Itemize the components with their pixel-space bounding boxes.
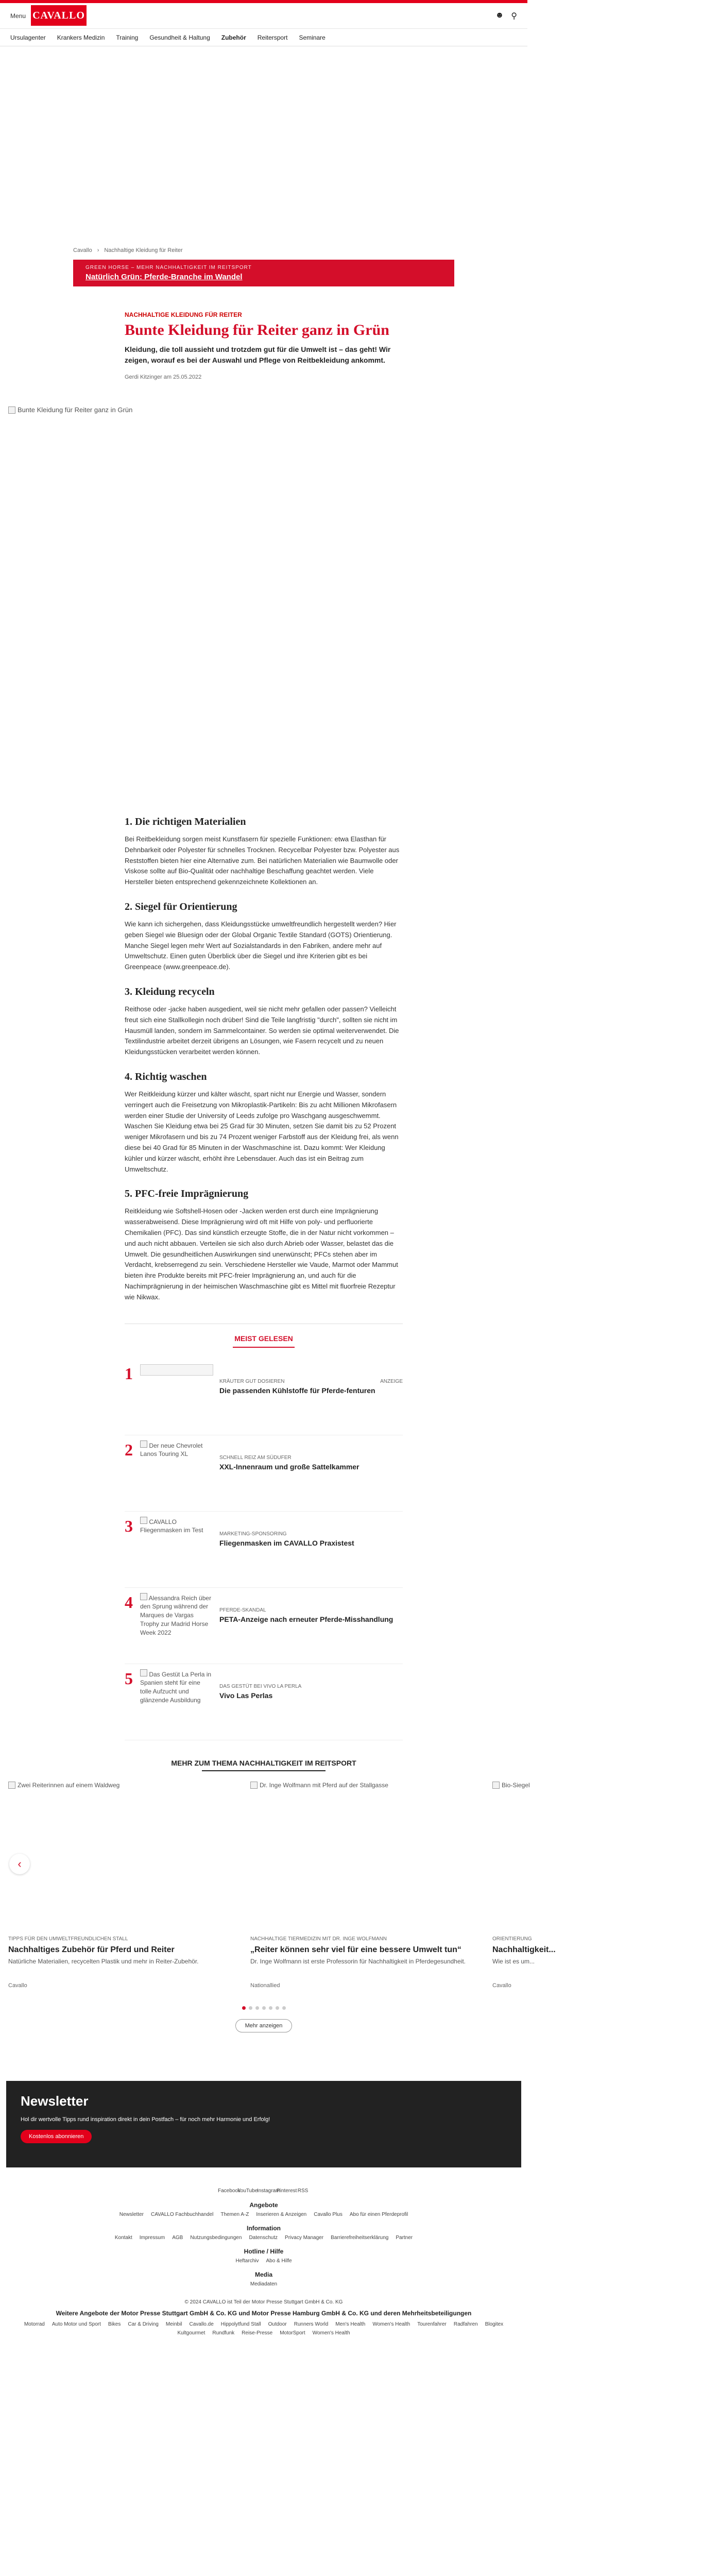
broken-image-icon bbox=[250, 1782, 258, 1789]
footer-link[interactable]: AGB bbox=[172, 2234, 183, 2241]
network-link[interactable]: Cavallo.de bbox=[189, 2321, 214, 2328]
item-title[interactable]: Vivo Las Perlas bbox=[219, 1691, 273, 1700]
carousel-dot[interactable] bbox=[276, 2006, 279, 2010]
item-kicker: MARKETING-SPONSORING bbox=[219, 1531, 287, 1537]
network-link[interactable]: Motorrad bbox=[24, 2321, 45, 2328]
footer-link[interactable]: Partner bbox=[396, 2234, 413, 2241]
carousel-dot[interactable] bbox=[269, 2006, 272, 2010]
subscribe-button[interactable]: Kostenlos abonnieren bbox=[21, 2130, 92, 2143]
footer-link[interactable]: Themen A-Z bbox=[220, 2211, 249, 2217]
hero-alt: Bunte Kleidung für Reiter ganz in Grün bbox=[18, 406, 133, 414]
carousel-dot[interactable] bbox=[255, 2006, 259, 2010]
thumbnail bbox=[140, 1364, 213, 1376]
newsletter-box bbox=[6, 2081, 521, 2167]
section-heading: 2. Siegel für Orientierung bbox=[125, 901, 237, 912]
item-title[interactable]: Die passenden Kühlstoffe für Pferde-fenturen bbox=[219, 1386, 375, 1395]
network-link[interactable]: Reise-Presse bbox=[242, 2330, 273, 2336]
card-source: Cavallo bbox=[492, 1982, 511, 1989]
carousel-prev-arrow-icon[interactable]: ‹ bbox=[9, 1854, 30, 1874]
newsletter-text: Hol dir wertvolle Tipps rund inspiration direkt in dein Postfach – für noch mehr Harmonie und Erfolg! bbox=[21, 2116, 270, 2123]
footer-link[interactable]: Mediadaten bbox=[250, 2281, 278, 2287]
article-header bbox=[125, 311, 403, 380]
footer-heading: Hotline / Hilfe bbox=[244, 2247, 284, 2255]
card-image-alt: Zwei Reiterinnen auf einem Waldweg bbox=[18, 1781, 120, 1789]
thumbnail-alt: Das Gestüt La Perla in Spanien steht für eine tolle Aufzucht und glänzende Ausbildung bbox=[140, 1670, 212, 1704]
network-link[interactable]: Hippolytfund Stall bbox=[220, 2321, 261, 2328]
breadcrumb bbox=[73, 247, 454, 253]
footer bbox=[0, 2188, 527, 2336]
related-carousel bbox=[0, 1781, 556, 2003]
pinterest-icon[interactable]: Pinterest bbox=[277, 2188, 297, 2194]
card-source: Cavallo bbox=[8, 1982, 27, 1989]
card-image-alt: Dr. Inge Wolfmann mit Pferd auf der Stallgasse bbox=[260, 1781, 388, 1789]
article-kicker: NACHHALTIGE KLEIDUNG FÜR REITER bbox=[125, 311, 242, 318]
ad-badge: ANZEIGE bbox=[380, 1378, 403, 1384]
most-read-item[interactable] bbox=[125, 1664, 403, 1740]
social-links bbox=[0, 2188, 527, 2194]
footer-link[interactable]: Kontakt bbox=[114, 2234, 132, 2241]
breadcrumb-item: Nachhaltige Kleidung für Reiter bbox=[104, 247, 183, 253]
network-link[interactable]: Blogitex bbox=[485, 2321, 504, 2328]
network-link[interactable]: MotorSport bbox=[280, 2330, 305, 2336]
promo-title[interactable]: Natürlich Grün: Pferde-Branche im Wandel bbox=[85, 273, 243, 281]
footer-link[interactable]: Inserieren & Anzeigen bbox=[256, 2211, 307, 2217]
section-heading: 1. Die richtigen Materialien bbox=[125, 816, 246, 827]
item-kicker: DAS GESTÜT BEI VIVO LA PERLA bbox=[219, 1683, 302, 1689]
card-source: Nationallied bbox=[250, 1982, 280, 1989]
broken-image-icon bbox=[8, 406, 15, 414]
footer-heading: Media bbox=[254, 2270, 272, 2278]
card-subtitle: Natürliche Materialien, recycelten Plastik und mehr in Reiter-Zubehör. bbox=[8, 1957, 199, 1965]
article-title: Bunte Kleidung für Reiter ganz in Grün bbox=[125, 321, 389, 338]
related-title: MEHR ZUM THEMA NACHHALTIGKEIT IM REITSPORT bbox=[171, 1758, 356, 1767]
related-card[interactable] bbox=[250, 1782, 477, 2003]
rank-number: 4 bbox=[125, 1592, 133, 1612]
card-title[interactable]: Nachhaltigkeit... bbox=[492, 1945, 556, 1954]
breadcrumb-separator: › bbox=[97, 247, 99, 253]
rank-number: 2 bbox=[125, 1440, 133, 1459]
rank-number: 1 bbox=[125, 1364, 133, 1383]
card-kicker: ORIENTIERUNG bbox=[492, 1936, 532, 1942]
most-read-item[interactable] bbox=[125, 1435, 403, 1512]
related-section bbox=[0, 1758, 556, 2032]
card-kicker: TIPPS FÜR DEN UMWELTFREUNDLICHEN STALL bbox=[8, 1936, 128, 1942]
footer-link[interactable]: Barrierefreiheitserklärung bbox=[331, 2234, 389, 2241]
load-more-button[interactable]: Mehr anzeigen bbox=[235, 2019, 293, 2032]
item-title[interactable]: PETA-Anzeige nach erneuter Pferde-Misshandlung bbox=[219, 1615, 393, 1623]
rank-number: 5 bbox=[125, 1669, 133, 1688]
network-link[interactable]: Meinbil bbox=[165, 2321, 182, 2328]
footer-link[interactable]: Heftarchiv bbox=[235, 2258, 259, 2264]
network-link[interactable]: Runners World bbox=[294, 2321, 329, 2328]
section-heading: 5. PFC-freie Imprägnierung bbox=[125, 1188, 249, 1200]
network-link[interactable]: Rundfunk bbox=[212, 2330, 235, 2336]
search-icon[interactable]: ⚲ bbox=[511, 11, 517, 21]
footer-link[interactable]: Newsletter bbox=[119, 2211, 144, 2217]
main-header bbox=[0, 3, 527, 29]
network-link[interactable]: Women's Health bbox=[372, 2321, 410, 2328]
most-read-item[interactable] bbox=[125, 1512, 403, 1588]
carousel-dot[interactable] bbox=[262, 2006, 266, 2010]
most-read-item[interactable] bbox=[125, 1359, 403, 1435]
related-card[interactable] bbox=[8, 1782, 235, 2003]
thumbnail-alt: Alessandra Reich über den Sprung während der Marques de Vargas Trophy zur Madrid Horse Week 2022 bbox=[140, 1594, 212, 1636]
article-lead: Kleidung, die toll aussieht und trotzdem gut für die Umwelt ist – das geht! Wir zeigen, worauf es bei der Auswahl und Pflege von Reitbekleidung ankommt. bbox=[125, 345, 391, 364]
nav-item[interactable]: Gesundheit & Haltung bbox=[149, 33, 210, 41]
network-link[interactable]: Auto Motor und Sport bbox=[52, 2321, 101, 2328]
network-link[interactable]: Radfahren bbox=[453, 2321, 478, 2328]
item-kicker: PFERDE-SKANDAL bbox=[219, 1607, 266, 1613]
nav-item[interactable]: Seminare bbox=[299, 33, 326, 41]
most-read-title: MEIST GELESEN bbox=[234, 1334, 293, 1343]
section-text: Reithose oder -jacke haben ausgedient, weil sie nicht mehr gefallen oder passen? Vielleicht freut sich eine Stallkollegin noch drüber! Sind die Teile langfristig "durch", sollten sie nicht im Hausmüll landen, sondern im Sammelcontainer. So werden sie optimal weiterverwendet. Die Textilindustrie arbeitet derzeit übrigens an Lösungen, wie Fasern recycelt und zu neuen Kleidungsstücken verarbeitet werden können. bbox=[125, 1005, 399, 1056]
footer-link[interactable]: Privacy Manager bbox=[285, 2234, 324, 2241]
breadcrumb-item[interactable]: Cavallo bbox=[73, 247, 92, 253]
card-subtitle: Wie ist es um... bbox=[492, 1957, 535, 1965]
site-logo[interactable]: CAVALLO bbox=[31, 5, 87, 26]
broken-image-icon bbox=[492, 1782, 500, 1789]
article-body bbox=[125, 816, 403, 1303]
section-heading: 4. Richtig waschen bbox=[125, 1071, 207, 1082]
nav-item[interactable]: Krankers Medizin bbox=[57, 33, 105, 41]
thumbnail-alt: Der neue Chevrolet Lanos Touring XL bbox=[140, 1442, 203, 1458]
broken-image-icon bbox=[140, 1593, 147, 1600]
card-title[interactable]: „Reiter können sehr viel für eine bessere Umwelt tun“ bbox=[250, 1945, 461, 1954]
rss-icon[interactable]: RSS bbox=[297, 2188, 309, 2194]
network-link[interactable]: Car & Driving bbox=[128, 2321, 159, 2328]
most-read bbox=[125, 1334, 403, 1740]
carousel-dot[interactable] bbox=[249, 2006, 252, 2010]
card-image-alt: Bio-Siegel bbox=[502, 1781, 530, 1789]
menu-button[interactable]: Menu bbox=[10, 12, 26, 20]
item-title[interactable]: XXL-Innenraum und große Sattelkammer bbox=[219, 1462, 360, 1471]
item-kicker: KRÄUTER GUT DOSIEREN bbox=[219, 1378, 285, 1384]
nav-item[interactable]: Reitersport bbox=[257, 33, 288, 41]
section-text: Reitkleidung wie Softshell-Hosen oder -Jacken werden erst durch eine Imprägnierung wasserabweisend. Diese Imprägnierung wird oft mit Hilfe von poly- und perfluorierte Chemikalien (PFC). Das sind künstlich erzeugte Stoffe, die in der Natur nicht vorkommen – und auch nicht abbauen. Verteilen sie sich also durch Abrieb oder Wasser, belastet das die Umwelt. Die gesundheitlichen Auswirkungen sind unerwünscht; PFCs stehen aber im Verdacht, krebserregend zu sein. Verschiedene Hersteller wie Vaude, Marmot oder Mammut bieten ihre Produkte bereits mit PFC-freier Imprägnierung an, und auch für die Nachimprägnierung in der heimischen Waschmaschine gibt es Mittel mit fluorfreie Rezeptur wie Nikwax. bbox=[125, 1207, 398, 1301]
footer-link[interactable]: Abo & Hilfe bbox=[266, 2258, 292, 2264]
network-link[interactable]: Tourenfahrer bbox=[417, 2321, 447, 2328]
item-kicker: SCHNELL REIZ AM SÜDUFER bbox=[219, 1454, 292, 1461]
footer-heading: Angebote bbox=[249, 2201, 278, 2209]
section-text: Wie kann ich sichergehen, dass Kleidungsstücke umweltfreundlich hergestellt werden? Hier geben Siegel wie Bluesign oder der Global Organic Textile Standard (GOTS) Orientierung. Manche Siegel legen mehr Wert auf Sozialstandards in den Fabriken, andere mehr auf Umweltschutz. Einen guten Überblick über die Siegel und ihre Kriterien gibt es bei Greenpeace (www.greenpeace.de). bbox=[125, 920, 397, 971]
carousel-dot[interactable] bbox=[282, 2006, 286, 2010]
footer-link[interactable]: Impressum bbox=[139, 2234, 165, 2241]
youtube-icon[interactable]: YouTube bbox=[237, 2188, 258, 2194]
broken-image-icon bbox=[140, 1517, 147, 1524]
network-link[interactable]: Women's Health bbox=[312, 2330, 350, 2336]
category-nav bbox=[0, 29, 527, 46]
footer-link[interactable]: CAVALLO Fachbuchhandel bbox=[151, 2211, 214, 2217]
promo-banner[interactable] bbox=[73, 260, 454, 286]
section-text: Bei Reitbekleidung sorgen meist Kunstfasern für spezielle Funktionen: etwa Elasthan für Dehnbarkeit oder Polyester für schnelles Trocknen. Recycelbar Polyester bzw. Polyester aus Reststoffen bieten hier eine Alternative zum. Bei natürlichen Materialien wie Baumwolle oder Viskose sollte auf Bio-Qualität oder nachhaltige Beschaffung geachtet werden. Viele Hersteller bieten entsprechend gekennzeichnete Kollektionen an. bbox=[125, 835, 400, 886]
footer-link[interactable]: Abo für einen Pferdeprofil bbox=[349, 2211, 408, 2217]
nav-item[interactable]: Ursulagenter bbox=[10, 33, 46, 41]
network-links bbox=[16, 2321, 511, 2336]
card-kicker: NACHHALTIGE TIERMEDIZIN MIT DR. INGE WOLFMANN bbox=[250, 1936, 387, 1942]
nav-item-active[interactable]: Zubehör bbox=[221, 33, 246, 41]
user-icon[interactable]: ☻ bbox=[495, 10, 504, 20]
footer-link[interactable]: Cavallo Plus bbox=[314, 2211, 343, 2217]
network-link[interactable]: Men's Health bbox=[335, 2321, 366, 2328]
instagram-icon[interactable]: Instagram bbox=[257, 2188, 280, 2194]
section-heading: 3. Kleidung recyceln bbox=[125, 986, 215, 997]
rank-number: 3 bbox=[125, 1516, 133, 1535]
newsletter-title: Newsletter bbox=[21, 2093, 89, 2109]
network-link[interactable]: Outdoor bbox=[268, 2321, 287, 2328]
broken-image-icon bbox=[140, 1440, 147, 1448]
section-text: Wer Reitkleidung kürzer und kälter wäscht, spart nicht nur Energie und Wasser, sondern verringert auch die Freisetzung von Mikroplastik-Partikeln: Bis zu acht Millionen Mikrofasern werden einer Studie der University of Leeds zufolge pro Waschgang ausgeschwemmt. Waschen Sie Kleidung etwa bei 25 Grad für 30 Minuten, setzen Sie damit bis zu 52 Prozent weniger Mikrofasern und bis zu 74 Prozent weniger Farbstoff aus der Kleidung frei, als wenn diese bei 40 Grad für 85 Minuten in der Waschmaschine ist. Dazu kommt: Wer Kleidung kühler und kürzer wäscht, erhöht ihre Lebensdauer. Auch das ist ein Beitrag zum Umweltschutz. bbox=[125, 1090, 399, 1173]
card-subtitle: Dr. Inge Wolfmann ist erste Professorin für Nachhaltigkeit in Pferdegesundheit. bbox=[250, 1957, 466, 1965]
facebook-icon[interactable]: Facebook bbox=[218, 2188, 241, 2194]
article-date: Gerdi Kitzinger am 25.05.2022 bbox=[125, 374, 202, 380]
card-title[interactable]: Nachhaltiges Zubehör für Pferd und Reiter bbox=[8, 1945, 175, 1954]
item-title[interactable]: Fliegenmasken im CAVALLO Praxistest bbox=[219, 1538, 354, 1547]
title-underline bbox=[233, 1347, 295, 1348]
carousel-dots bbox=[0, 2006, 527, 2010]
footer-link[interactable]: Datenschutz bbox=[249, 2234, 278, 2241]
thumbnail-alt: CAVALLO Fliegenmasken im Test bbox=[140, 1518, 203, 1534]
title-underline bbox=[202, 1770, 326, 1771]
network-note: Weitere Angebote der Motor Presse Stuttgart GmbH & Co. KG und Motor Presse Hamburg GmbH & Co. KG und deren Mehrheitsbeteiligungen bbox=[56, 2309, 472, 2317]
network-link[interactable]: Kultgourmet bbox=[177, 2330, 206, 2336]
footer-link[interactable]: Nutzungsbedingungen bbox=[190, 2234, 242, 2241]
broken-image-icon bbox=[8, 1782, 15, 1789]
promo-kicker: GREEN HORSE – MEHR NACHHALTIGKEIT IM REITSPORT bbox=[85, 265, 252, 270]
most-read-item[interactable] bbox=[125, 1588, 403, 1664]
nav-item[interactable]: Training bbox=[116, 33, 139, 41]
broken-image-icon bbox=[140, 1669, 147, 1676]
footer-heading: Information bbox=[247, 2224, 281, 2232]
copyright: © 2024 CAVALLO ist Teil der Motor Presse Stuttgart GmbH & Co. KG bbox=[184, 2299, 343, 2305]
carousel-dot[interactable] bbox=[242, 2006, 246, 2010]
related-card[interactable] bbox=[492, 1782, 719, 2003]
network-link[interactable]: Bikes bbox=[108, 2321, 121, 2328]
hero-image bbox=[0, 406, 527, 803]
